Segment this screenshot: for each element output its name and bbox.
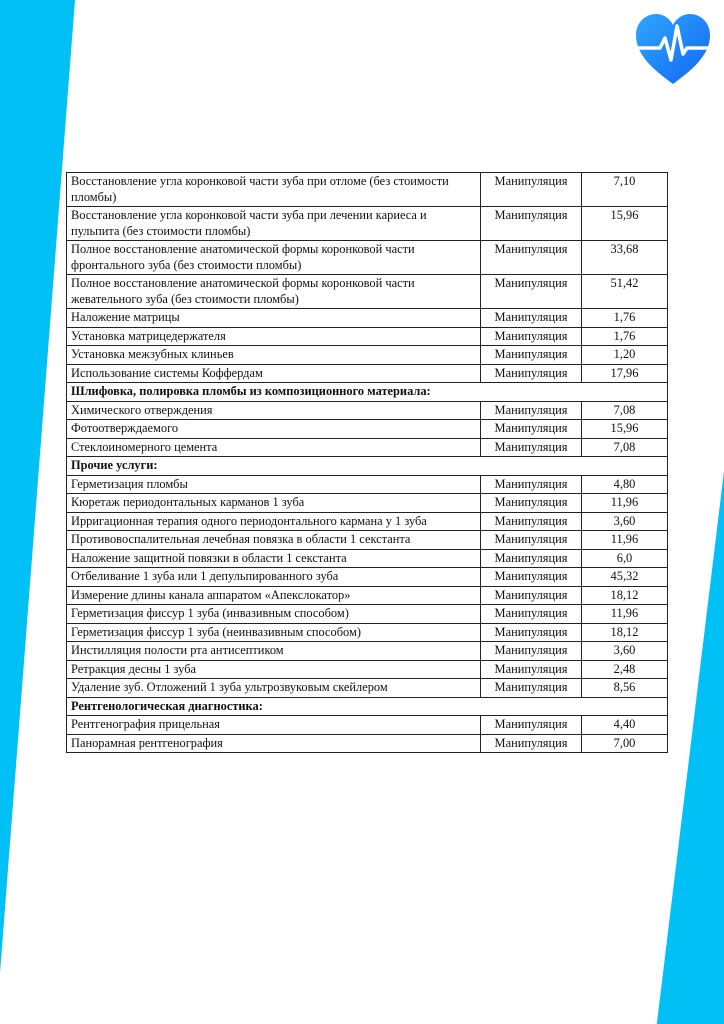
price-cell: 1,20 (582, 346, 668, 365)
unit-cell: Манипуляция (481, 420, 582, 439)
price-cell: 1,76 (582, 327, 668, 346)
price-cell: 17,96 (582, 364, 668, 383)
service-name-cell: Кюретаж периодонтальных карманов 1 зуба (67, 494, 481, 513)
unit-cell: Манипуляция (481, 438, 582, 457)
service-name-cell: Полное восстановление анатомической формы коронковой части жевательного зуба (без стоимости пломбы) (67, 275, 481, 309)
unit-cell: Манипуляция (481, 642, 582, 661)
price-cell: 3,60 (582, 512, 668, 531)
unit-cell: Манипуляция (481, 549, 582, 568)
unit-cell: Манипуляция (481, 660, 582, 679)
price-cell: 11,96 (582, 531, 668, 550)
price-cell: 7,10 (582, 173, 668, 207)
service-name-cell: Рентгенография прицельная (67, 716, 481, 735)
section-title: Прочие услуги: (67, 457, 668, 476)
unit-cell: Манипуляция (481, 531, 582, 550)
unit-cell: Манипуляция (481, 734, 582, 753)
table-row (67, 716, 668, 735)
section-header-row (67, 697, 668, 716)
table-row (67, 309, 668, 328)
unit-cell: Манипуляция (481, 364, 582, 383)
table-row (67, 241, 668, 275)
unit-cell: Манипуляция (481, 401, 582, 420)
price-cell: 15,96 (582, 420, 668, 439)
table-row (67, 346, 668, 365)
price-cell: 6,0 (582, 549, 668, 568)
price-cell: 15,96 (582, 207, 668, 241)
service-name-cell: Инстилляция полости рта антисептиком (67, 642, 481, 661)
service-name-cell: Стеклоиномерного цемента (67, 438, 481, 457)
service-name-cell: Герметизация фиссур 1 зуба (неинвазивным способом) (67, 623, 481, 642)
table-row (67, 207, 668, 241)
price-cell: 45,32 (582, 568, 668, 587)
service-name-cell: Использование системы Коффердам (67, 364, 481, 383)
table-row (67, 660, 668, 679)
left-decor-stripe (0, 0, 75, 1024)
unit-cell: Манипуляция (481, 346, 582, 365)
table-row (67, 568, 668, 587)
price-cell: 4,80 (582, 475, 668, 494)
price-cell: 1,76 (582, 309, 668, 328)
service-name-cell: Химического отверждения (67, 401, 481, 420)
table-row (67, 642, 668, 661)
section-header-row (67, 457, 668, 476)
service-name-cell: Установка межзубных клиньев (67, 346, 481, 365)
service-name-cell: Фотоотверждаемого (67, 420, 481, 439)
service-name-cell: Наложение защитной повязки в области 1 секстанта (67, 549, 481, 568)
service-name-cell: Наложение матрицы (67, 309, 481, 328)
unit-cell: Манипуляция (481, 586, 582, 605)
unit-cell: Манипуляция (481, 716, 582, 735)
service-name-cell: Герметизация пломбы (67, 475, 481, 494)
price-cell: 3,60 (582, 642, 668, 661)
service-name-cell: Удаление зуб. Отложений 1 зуба ультрозвуковым скейлером (67, 679, 481, 698)
table-row (67, 605, 668, 624)
unit-cell: Манипуляция (481, 309, 582, 328)
unit-cell: Манипуляция (481, 241, 582, 275)
unit-cell: Манипуляция (481, 207, 582, 241)
table-row (67, 679, 668, 698)
price-cell: 18,12 (582, 586, 668, 605)
unit-cell: Манипуляция (481, 623, 582, 642)
service-name-cell: Восстановление угла коронковой части зуба при лечении кариеса и пульпита (без стоимости пломбы) (67, 207, 481, 241)
price-cell: 11,96 (582, 494, 668, 513)
service-name-cell: Измерение длины канала аппаратом «Апекслокатор» (67, 586, 481, 605)
table-row (67, 549, 668, 568)
table-row (67, 586, 668, 605)
service-name-cell: Ирригационная терапия одного периодонтального кармана у 1 зуба (67, 512, 481, 531)
table-row (67, 364, 668, 383)
price-cell: 51,42 (582, 275, 668, 309)
table-row (67, 173, 668, 207)
unit-cell: Манипуляция (481, 475, 582, 494)
unit-cell: Манипуляция (481, 327, 582, 346)
service-name-cell: Ретракция десны 1 зуба (67, 660, 481, 679)
price-cell: 8,56 (582, 679, 668, 698)
price-cell: 7,00 (582, 734, 668, 753)
price-cell: 33,68 (582, 241, 668, 275)
table-row (67, 275, 668, 309)
service-name-cell: Полное восстановление анатомической формы коронковой части фронтального зуба (без стоимости пломбы) (67, 241, 481, 275)
unit-cell: Манипуляция (481, 173, 582, 207)
unit-cell: Манипуляция (481, 679, 582, 698)
table-row (67, 494, 668, 513)
service-name-cell: Противовоспалительная лечебная повязка в области 1 секстанта (67, 531, 481, 550)
table-row (67, 531, 668, 550)
service-name-cell: Панорамная рентгенография (67, 734, 481, 753)
table-row (67, 512, 668, 531)
unit-cell: Манипуляция (481, 512, 582, 531)
service-name-cell: Установка матрицедержателя (67, 327, 481, 346)
table-row (67, 623, 668, 642)
table-row (67, 327, 668, 346)
unit-cell: Манипуляция (481, 494, 582, 513)
section-title: Шлифовка, полировка пломбы из композиционного материала: (67, 383, 668, 402)
heart-pulse-icon (630, 8, 716, 88)
table-row (67, 734, 668, 753)
unit-cell: Манипуляция (481, 605, 582, 624)
unit-cell: Манипуляция (481, 275, 582, 309)
section-title: Рентгенологическая диагностика: (67, 697, 668, 716)
table-row (67, 420, 668, 439)
unit-cell: Манипуляция (481, 568, 582, 587)
price-cell: 4,40 (582, 716, 668, 735)
price-cell: 7,08 (582, 438, 668, 457)
price-cell: 11,96 (582, 605, 668, 624)
price-cell: 2,48 (582, 660, 668, 679)
section-header-row (67, 383, 668, 402)
table-row (67, 475, 668, 494)
table-row (67, 401, 668, 420)
service-name-cell: Отбеливание 1 зуба или 1 депульпированного зуба (67, 568, 481, 587)
price-table (66, 172, 668, 753)
service-name-cell: Восстановление угла коронковой части зуба при отломе (без стоимости пломбы) (67, 173, 481, 207)
service-name-cell: Герметизация фиссур 1 зуба (инвазивным способом) (67, 605, 481, 624)
table-row (67, 438, 668, 457)
price-cell: 18,12 (582, 623, 668, 642)
price-cell: 7,08 (582, 401, 668, 420)
